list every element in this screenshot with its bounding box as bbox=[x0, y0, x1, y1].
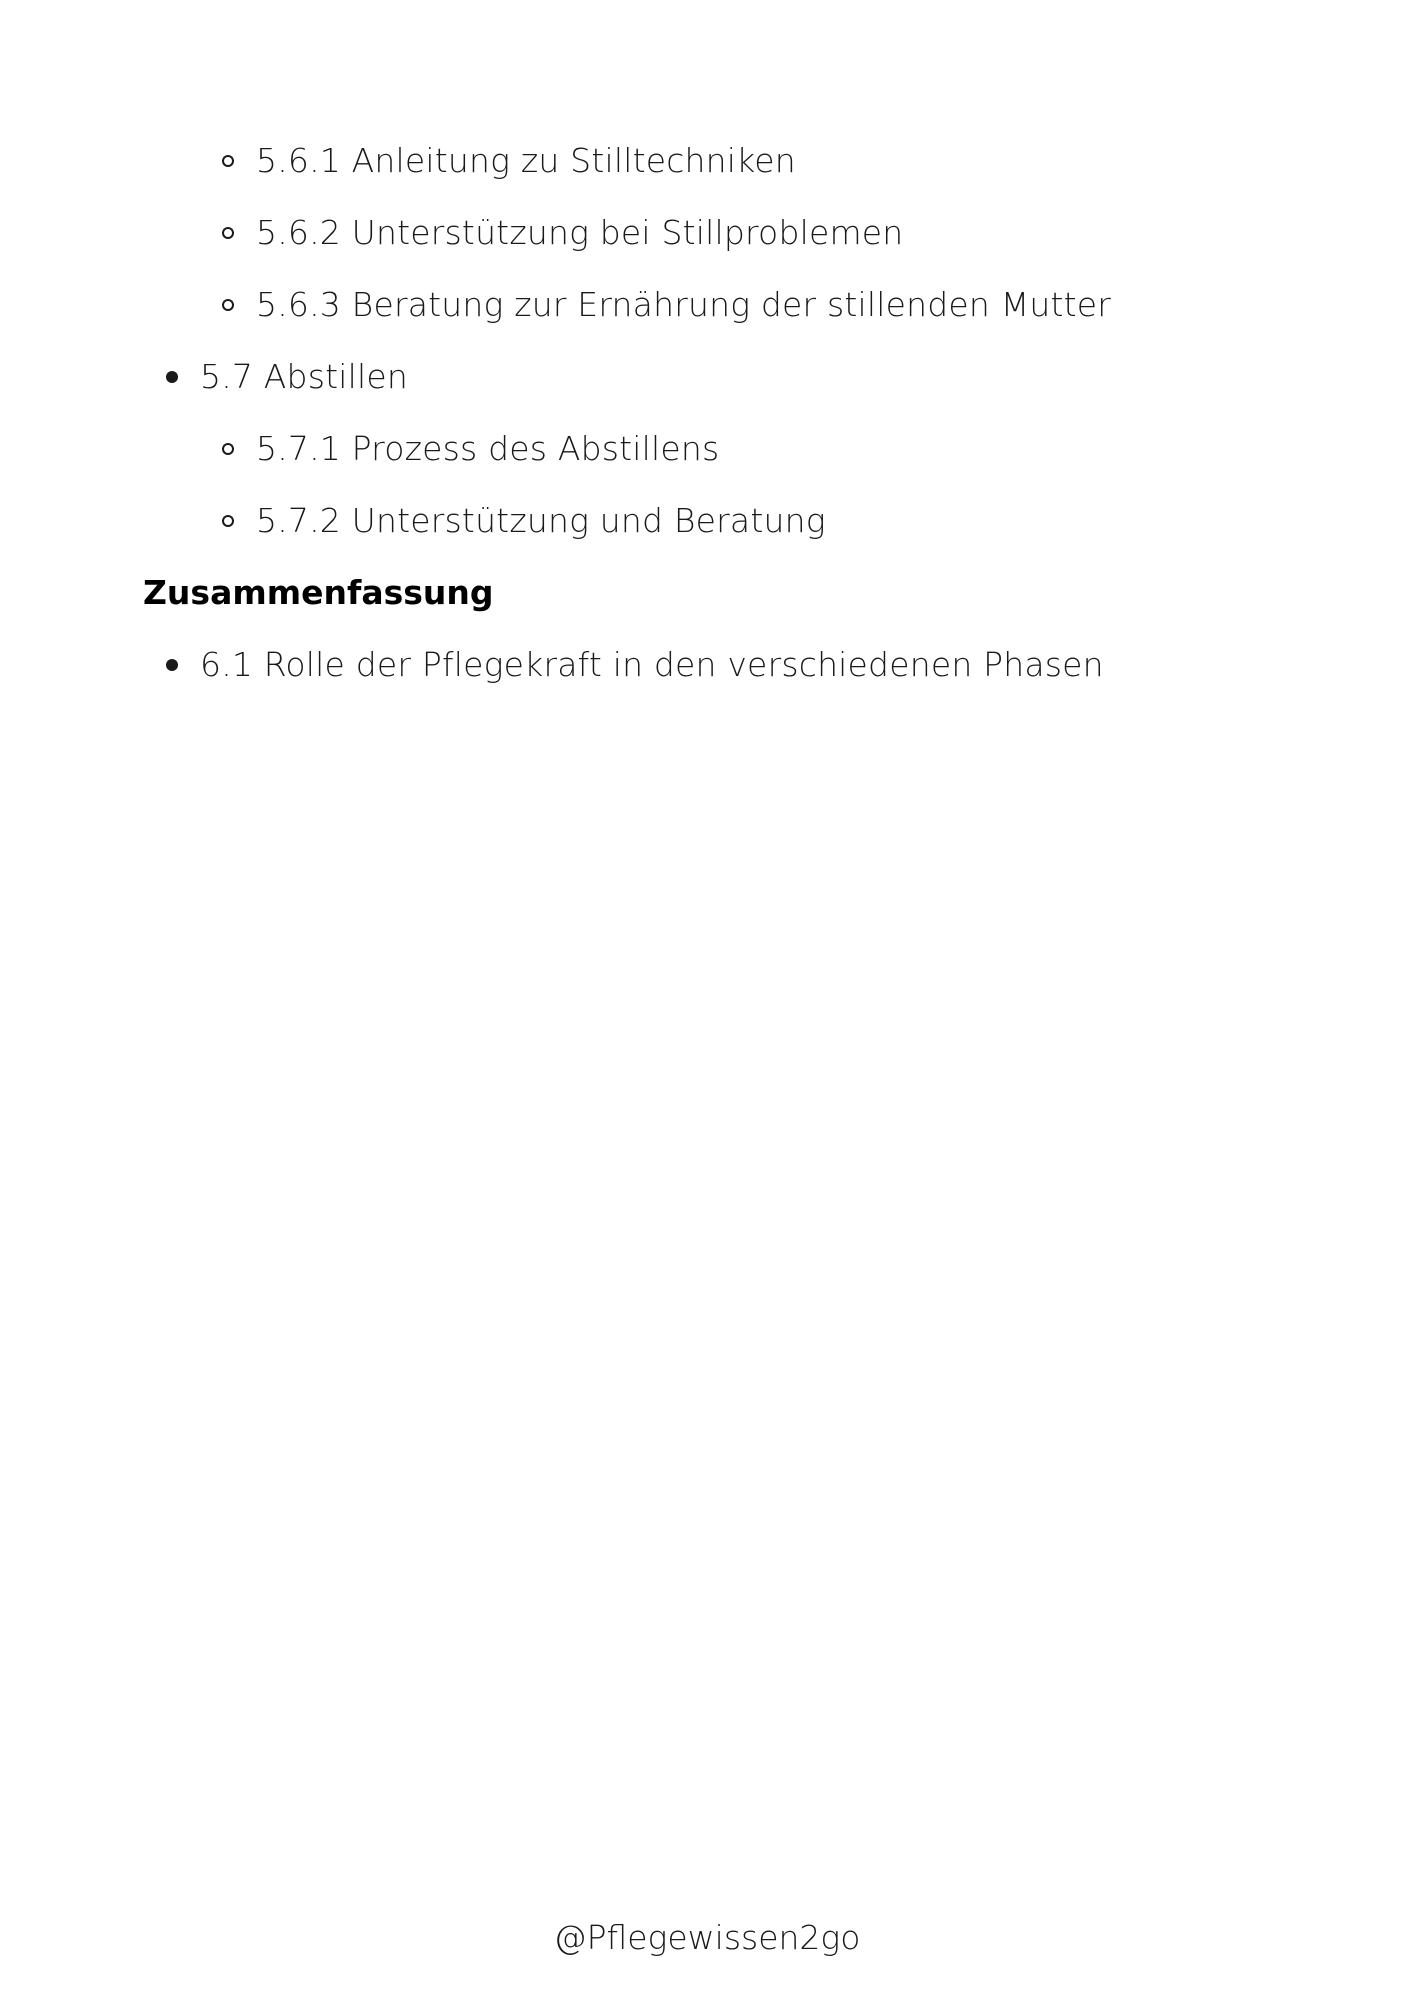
list-item-text: 5.7.2 Unterstützung und Beratung bbox=[256, 501, 826, 540]
filled-bullet-icon bbox=[166, 659, 178, 671]
hollow-bullet-icon bbox=[222, 227, 234, 239]
footer-handle: @Pflegewissen2go bbox=[553, 1918, 861, 1957]
list-item-text: 5.7 Abstillen bbox=[200, 357, 408, 396]
hollow-bullet-icon bbox=[222, 515, 234, 527]
list-item-text: 5.6.2 Unterstützung bei Stillproblemen bbox=[256, 213, 904, 252]
list-item bbox=[256, 141, 796, 181]
list-item bbox=[256, 285, 1111, 325]
list-item bbox=[256, 429, 719, 469]
list-item bbox=[200, 645, 1104, 685]
list-item bbox=[256, 501, 826, 541]
hollow-bullet-icon bbox=[222, 299, 234, 311]
hollow-bullet-icon bbox=[222, 443, 234, 455]
list-item bbox=[256, 213, 903, 253]
hollow-bullet-icon bbox=[222, 155, 234, 167]
list-item-text: 6.1 Rolle der Pflegekraft in den verschiedenen Phasen bbox=[200, 645, 1104, 684]
list-item-text: 5.6.1 Anleitung zu Stilltechniken bbox=[256, 141, 796, 180]
list-item bbox=[200, 357, 408, 397]
filled-bullet-icon bbox=[166, 371, 178, 383]
list-item-text: 5.6.3 Beratung zur Ernährung der stillenden Mutter bbox=[256, 285, 1112, 324]
section-heading: Zusammenfassung bbox=[143, 573, 494, 612]
list-item-text: 5.7.1 Prozess des Abstillens bbox=[256, 429, 720, 468]
